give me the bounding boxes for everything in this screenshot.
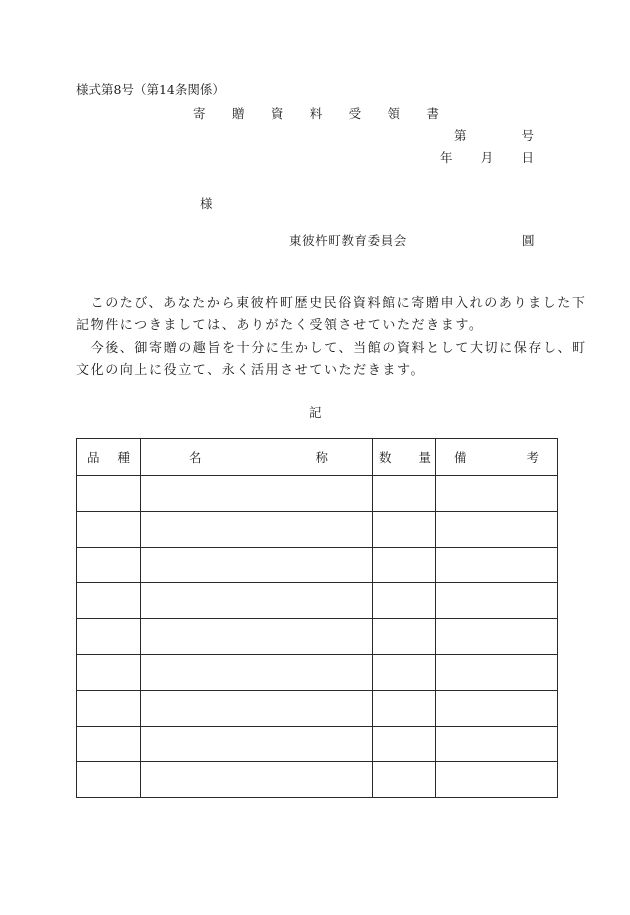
table-cell <box>141 547 373 583</box>
header-char: 称 <box>315 450 328 465</box>
table-cell <box>77 583 141 619</box>
table-cell <box>141 762 373 798</box>
seal-mark: 圓 <box>522 233 535 248</box>
header-cell-meisho <box>141 439 373 476</box>
table-cell <box>373 690 436 726</box>
table-cell <box>141 654 373 690</box>
table-cell <box>436 583 558 619</box>
table-cell <box>436 654 558 690</box>
header-char: 量 <box>418 450 431 465</box>
table-cell <box>436 511 558 547</box>
table-cell <box>77 690 141 726</box>
table-cell <box>436 547 558 583</box>
table-cell <box>373 583 436 619</box>
table-cell <box>77 654 141 690</box>
header-char: 考 <box>526 450 539 465</box>
items-table <box>76 438 558 798</box>
number-go: 号 <box>521 128 534 143</box>
table-cell <box>141 690 373 726</box>
table-cell <box>436 762 558 798</box>
body-line-1: このたび、あなたから東彼杵町歴史民俗資料館に寄贈申入れのありました下 <box>76 296 587 311</box>
table-cell <box>436 726 558 762</box>
date-line <box>440 150 534 166</box>
table-row <box>77 547 558 583</box>
table-cell <box>436 690 558 726</box>
title-char: 料 <box>309 106 323 121</box>
table-row <box>77 762 558 798</box>
title-char: 受 <box>348 106 362 121</box>
table-cell <box>373 726 436 762</box>
header-char: 名 <box>189 450 202 465</box>
body-line-3: 今後、御寄贈の趣旨を十分に生かして、当館の資料として大切に保存し、町 <box>76 341 587 356</box>
table-row <box>77 476 558 512</box>
table-row <box>77 511 558 547</box>
date-year: 年 <box>440 150 453 165</box>
body-line-2: 記物件につきましては、ありがたく受領させていただきます。 <box>76 318 484 333</box>
table-row <box>77 654 558 690</box>
items-table-body <box>77 476 558 798</box>
table-cell <box>373 476 436 512</box>
table-cell <box>141 583 373 619</box>
form-number: 様式第8号（第14条関係） <box>76 82 225 97</box>
date-month: 月 <box>480 150 494 165</box>
date-day: 日 <box>521 150 534 165</box>
table-cell <box>141 726 373 762</box>
recipient-honorific: 様 <box>200 196 213 211</box>
table-cell <box>373 511 436 547</box>
body-line-4: 文化の向上に役立て、永く活用させていただきます。 <box>76 363 426 378</box>
table-cell <box>373 547 436 583</box>
table-cell <box>141 476 373 512</box>
document-title <box>193 106 439 122</box>
table-cell <box>141 511 373 547</box>
title-char: 資 <box>270 106 284 121</box>
table-cell <box>436 476 558 512</box>
header-char: 数 <box>379 450 392 465</box>
title-char: 贈 <box>231 106 245 121</box>
header-cell-hinshu <box>77 439 141 476</box>
table-header-row <box>77 439 558 476</box>
table-row <box>77 726 558 762</box>
table-cell <box>373 654 436 690</box>
ki-label: 記 <box>309 405 322 420</box>
title-char: 書 <box>426 106 439 121</box>
table-cell <box>77 619 141 655</box>
issuer-name: 東彼杵町教育委員会 <box>289 233 407 248</box>
title-char: 寄 <box>193 106 206 121</box>
table-cell <box>77 511 141 547</box>
header-char: 種 <box>117 450 130 465</box>
table-cell <box>436 619 558 655</box>
header-cell-biko <box>436 439 558 476</box>
header-cell-suryo <box>373 439 436 476</box>
title-char: 領 <box>387 106 401 121</box>
table-cell <box>373 762 436 798</box>
table-cell <box>77 726 141 762</box>
number-dai: 第 <box>454 128 467 143</box>
table-row <box>77 619 558 655</box>
document-number-line <box>454 128 534 144</box>
table-cell <box>141 619 373 655</box>
table-cell <box>373 619 436 655</box>
table-cell <box>77 476 141 512</box>
header-char: 品 <box>87 450 100 465</box>
table-cell <box>77 762 141 798</box>
table-row <box>77 690 558 726</box>
table-row <box>77 583 558 619</box>
header-char: 備 <box>454 450 467 465</box>
table-cell <box>77 547 141 583</box>
